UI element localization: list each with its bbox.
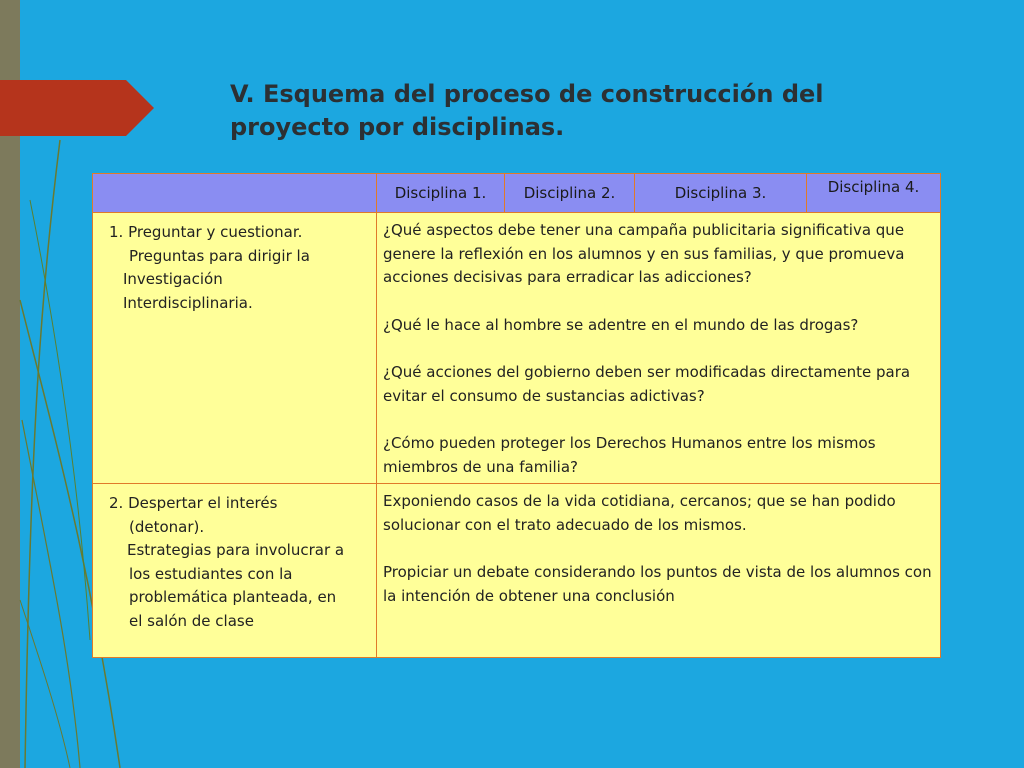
header-disciplina-1: Disciplina 1. xyxy=(377,174,505,213)
table-row xyxy=(93,484,941,658)
discipline-scheme-table xyxy=(92,173,941,658)
stage-cell xyxy=(93,484,377,658)
stage-line: Estrategias para involucrar a xyxy=(127,541,345,559)
stage-line: Preguntas para dirigir la xyxy=(129,246,310,265)
answers-cell xyxy=(377,213,941,484)
stage-line: los estudiantes con la xyxy=(129,564,293,583)
table-row xyxy=(93,213,941,484)
header-disciplina-4: Disciplina 4. xyxy=(807,174,941,213)
table-header-row xyxy=(93,174,941,213)
title-line-1: V. Esquema del proceso de construcción del xyxy=(230,80,824,108)
title-line-2: proyecto por disciplinas. xyxy=(230,113,565,141)
header-disciplina-3: Disciplina 3. xyxy=(635,174,807,213)
stage-cell xyxy=(93,213,377,484)
stage-line: problemática planteada, en xyxy=(129,588,337,606)
stage-line: 2. Despertar el interés xyxy=(109,494,278,512)
answer-paragraph: ¿Qué le hace al hombre se adentre en el mundo de las drogas? xyxy=(383,315,859,334)
stage-line: Interdisciplinaria. xyxy=(123,293,253,312)
answer-paragraph: ¿Qué aspectos debe tener una campaña publicitaria significativa que genere la reflexión en los alumnos y en sus familias, y que promueva acciones decisivas para erradicar las adicciones? xyxy=(383,221,905,286)
stage-line: el salón de clase xyxy=(129,611,254,630)
stage-line: Investigación xyxy=(123,270,223,288)
answer-paragraph: Exponiendo casos de la vida cotidiana, cercanos; que se han podido solucionar con el trato adecuado de los mismos. xyxy=(383,492,896,534)
header-disciplina-2: Disciplina 2. xyxy=(505,174,635,213)
answers-cell xyxy=(377,484,941,658)
stage-line: (detonar). xyxy=(129,517,205,536)
header-empty-cell xyxy=(93,174,377,213)
accent-arrow-tab xyxy=(0,80,154,136)
answer-paragraph: Propiciar un debate considerando los puntos de vista de los alumnos con la intención de obtener una conclusión xyxy=(383,563,932,605)
answer-paragraph: ¿Qué acciones del gobierno deben ser modificadas directamente para evitar el consumo de sustancias adictivas? xyxy=(383,363,911,405)
answer-paragraph: ¿Cómo pueden proteger los Derechos Humanos entre los mismos miembros de una familia? xyxy=(383,434,876,476)
stage-line: 1. Preguntar y cuestionar. xyxy=(109,223,303,241)
page-title xyxy=(230,78,930,144)
